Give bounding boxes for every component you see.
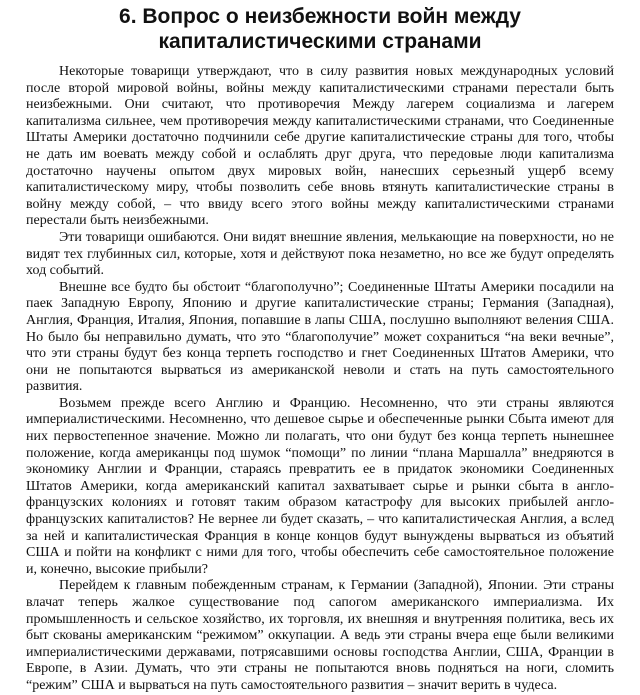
paragraph-1: Некоторые товарищи утверждают, что в силу развития новых международных условий после второй мировой войны, войны между капиталистическими странами перестали быть неизбежными. Они считают, что противоречия Между лагерем социализма и лагерем капитализма сильнее, чем противоречия между капиталистическими странами, что Соединенные Штаты Америки достаточно подчинили себе другие капиталистические страны для того, чтобы не дать им воевать между собой и ослаблять друг друга, что передовые люди капитализма достаточно научены опытом двух мировых войн, нанесших серьезный ущерб всему капиталистическому миру, чтобы позволить себе вновь втянуть капиталистические страны в войну между собой, – что ввиду всего этого войны между капиталистическими странами перестали быть неизбежными. bbox=[26, 64, 614, 229]
article-body bbox=[26, 64, 614, 695]
paragraph-3: Внешне все будто бы обстоит “благополучно”; Соединенные Штаты Америки посадили на паек Западную Европу, Японию и другие капиталистические страны; Германия (Западная), Англия, Франция, Италия, Япония, попавшие в лапы США, послушно выполняют веления США. Но было бы неправильно думать, что это “благополучие” может сохраниться “на веки вечные”, что эти страны будут без конца терпеть господство и гнет Соединенных Штатов Америки, что они не попытаются вырваться из американской неволи и стать на путь самостоятельного развития. bbox=[26, 279, 614, 395]
paragraph-4: Возьмем прежде всего Англию и Францию. Несомненно, что эти страны являются империалистическими. Несомненно, что дешевое сырье и обеспеченные рынки Сбыта имеют для них первостепенное значение. Можно ли полагать, что они будут без конца терпеть нынешнее положение, когда американцы под шумок “помощи” по линии “плана Маршалла” внедряются в экономику Англии и Франции, стараясь превратить ее в придаток экономики Соединенных Штатов Америки, когда американский капитал захватывает сырье и рынки сбыта в англо-французских колониях и готовят таким образом катастрофу для высоких прибылей англо-французских капиталистов? Не вернее ли будет сказать, – что капиталистическая Англия, а вслед за ней и капиталистическая Франция в конце концов будут вынуждены вырваться из объятий США и пойти на конфликт с ними для того, чтобы обеспечить себе самостоятельное положение и, конечно, высокие прибыли? bbox=[26, 395, 614, 577]
section-heading: 6. Вопрос о неизбежности войн между капиталистическими странами bbox=[119, 5, 521, 53]
paragraph-2: Эти товарищи ошибаются. Они видят внешние явления, мелькающие на поверхности, но не видят тех глубинных сил, которые, хотя и действуют пока незаметно, но все же будут определять ход событий. bbox=[26, 229, 614, 279]
paragraph-5: Перейдем к главным побежденным странам, к Германии (Западной), Японии. Эти страны влачат теперь жалкое существование под сапогом американского империализма. Их промышленность и сельское хозяйство, их торговля, их внешняя и внутренняя политика, весь их быт скованы американским “режимом” оккупации. А ведь эти страны вчера еще были великими империалистическими державами, потрясавшими основы господства Англии, США, Франции в Европе, в Азии. Думать, что эти страны не попытаются вновь подняться на ноги, сломить “режим” США и вырваться на путь самостоятельного развития – значит верить в чудеса. bbox=[26, 578, 614, 693]
